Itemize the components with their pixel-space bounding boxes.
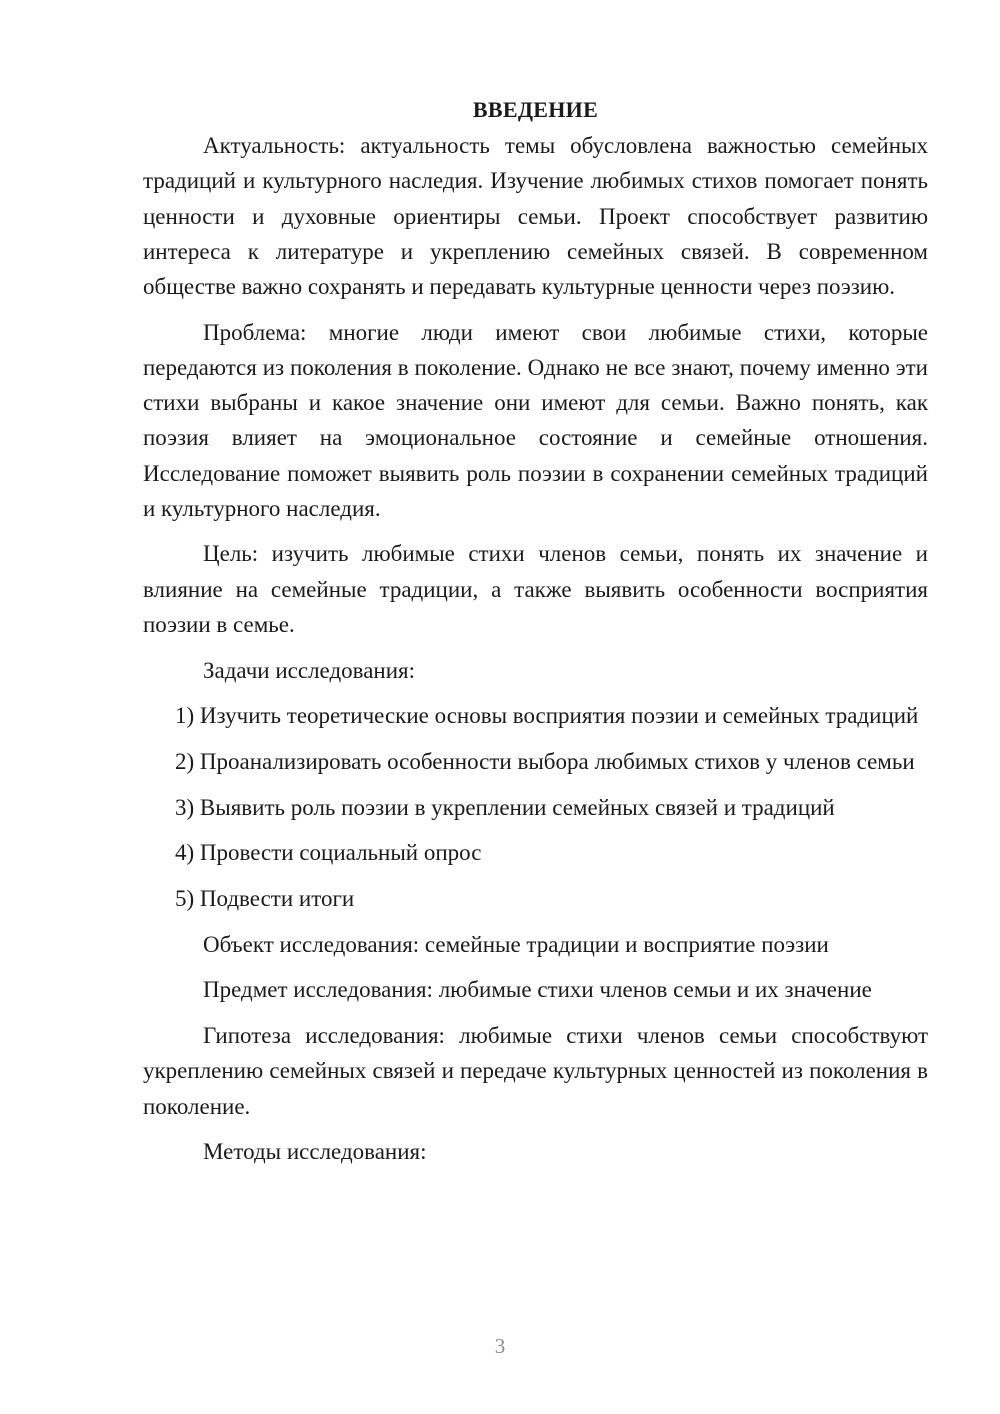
task-item: 3) Выявить роль поэзии в укреплении семейных связей и традиций	[175, 794, 835, 820]
relevance-paragraph: Актуальность: актуальность темы обусловлена важностью семейных традиций и культурного наследия. Изучение любимых стихов помогает понять ценности и духовные ориентиры семьи. Проект способствует развитию интереса к литературе и укреплению семейных связей. В современном обществе важно сохранять и передавать культурные ценности через поэзию.	[143, 133, 928, 300]
goal-paragraph: Цель: изучить любимые стихи членов семьи, понять их значение и влияние на семейные традиции, а также выявить особенности восприятия поэзии в семье.	[143, 541, 928, 637]
research-hypothesis: Гипотеза исследования: любимые стихи членов семьи способствуют укреплению семейных связей и передаче культурных ценностей из поколения в поколение.	[143, 1023, 928, 1119]
task-item: 4) Провести социальный опрос	[175, 840, 482, 866]
page-content	[143, 92, 928, 1180]
research-subject: Предмет исследования: любимые стихи членов семьи и их значение	[203, 977, 872, 1003]
tasks-heading: Задачи исследования:	[203, 657, 416, 683]
page-number: 3	[494, 1334, 506, 1358]
task-item: 5) Подвести итоги	[175, 886, 355, 912]
task-item: 1) Изучить теоретические основы восприятия поэзии и семейных традиций	[175, 703, 919, 729]
task-item: 2) Проанализировать особенности выбора любимых стихов у членов семьи	[175, 748, 915, 774]
section-title: ВВЕДЕНИЕ	[472, 97, 599, 122]
research-object: Объект исследования: семейные традиции и восприятие поэзии	[203, 931, 829, 957]
research-methods-heading: Методы исследования:	[203, 1139, 427, 1165]
problem-paragraph: Проблема: многие люди имеют свои любимые стихи, которые передаются из поколения в поколение. Однако не все знают, почему именно эти стихи выбраны и какое значение они имеют для семьи. Важно понять, как поэзия влияет на эмоциональное состояние и семейные отношения. Исследование поможет выявить роль поэзии в сохранении семейных традиций и культурного наследия.	[143, 319, 928, 521]
